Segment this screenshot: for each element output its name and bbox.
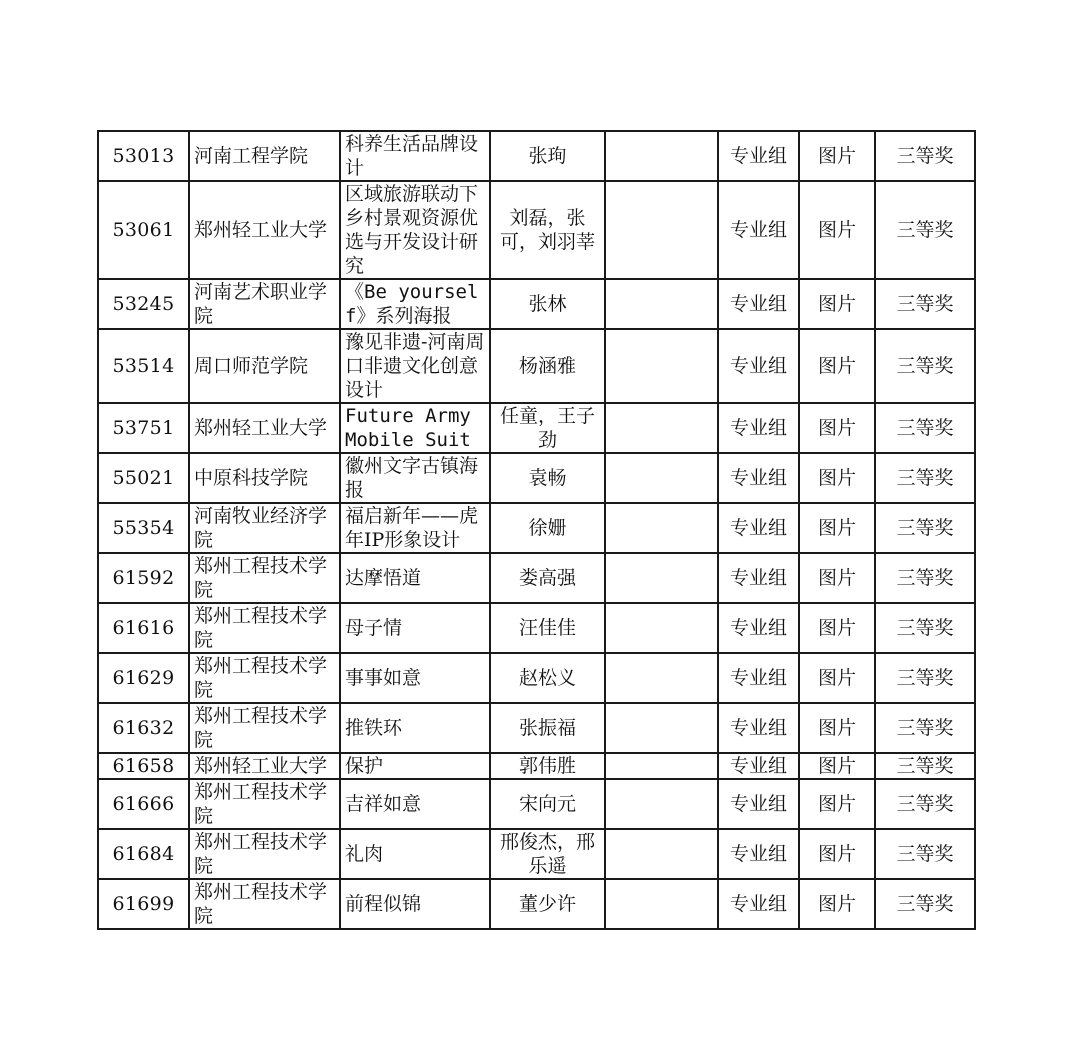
group-cell: 专业组 xyxy=(718,279,799,329)
work-title-cell: 《Be yourself》系列海报 xyxy=(340,279,490,329)
entry-id-cell: 61629 xyxy=(98,653,189,703)
author-cell: 赵松义 xyxy=(490,653,605,703)
group-cell: 专业组 xyxy=(718,703,799,753)
author-cell: 郭伟胜 xyxy=(490,753,605,779)
school-cell: 河南牧业经济学院 xyxy=(189,503,340,553)
work-title-cell: Future Army Mobile Suit xyxy=(340,403,490,453)
table-row xyxy=(98,603,975,653)
table-row xyxy=(98,131,975,181)
award-cell: 三等奖 xyxy=(875,329,975,403)
group-cell: 专业组 xyxy=(718,603,799,653)
school-cell: 周口师范学院 xyxy=(189,329,340,403)
school-cell: 郑州工程技术学院 xyxy=(189,603,340,653)
work-type-cell: 图片 xyxy=(799,403,875,453)
award-cell: 三等奖 xyxy=(875,753,975,779)
empty-cell xyxy=(605,131,718,181)
group-cell: 专业组 xyxy=(718,879,799,929)
work-title-cell: 科养生活品牌设计 xyxy=(340,131,490,181)
group-cell: 专业组 xyxy=(718,753,799,779)
group-cell: 专业组 xyxy=(718,181,799,279)
school-cell: 郑州工程技术学院 xyxy=(189,703,340,753)
school-cell: 郑州工程技术学院 xyxy=(189,829,340,879)
group-cell: 专业组 xyxy=(718,329,799,403)
table-row xyxy=(98,553,975,603)
group-cell: 专业组 xyxy=(718,553,799,603)
work-title-cell: 达摩悟道 xyxy=(340,553,490,603)
award-cell: 三等奖 xyxy=(875,779,975,829)
entry-id-cell: 61632 xyxy=(98,703,189,753)
work-title-cell: 徽州文字古镇海报 xyxy=(340,453,490,503)
empty-cell xyxy=(605,403,718,453)
school-cell: 郑州工程技术学院 xyxy=(189,553,340,603)
group-cell: 专业组 xyxy=(718,653,799,703)
award-cell: 三等奖 xyxy=(875,829,975,879)
school-cell: 郑州轻工业大学 xyxy=(189,403,340,453)
table-row xyxy=(98,703,975,753)
author-cell: 汪佳佳 xyxy=(490,603,605,653)
award-cell: 三等奖 xyxy=(875,703,975,753)
empty-cell xyxy=(605,453,718,503)
table-row xyxy=(98,453,975,503)
work-type-cell: 图片 xyxy=(799,779,875,829)
school-cell: 河南工程学院 xyxy=(189,131,340,181)
empty-cell xyxy=(605,653,718,703)
table-row xyxy=(98,279,975,329)
entry-id-cell: 61658 xyxy=(98,753,189,779)
group-cell: 专业组 xyxy=(718,131,799,181)
table-row xyxy=(98,879,975,929)
author-cell: 杨涵雅 xyxy=(490,329,605,403)
award-cell: 三等奖 xyxy=(875,131,975,181)
work-title-cell: 福启新年——虎年IP形象设计 xyxy=(340,503,490,553)
entry-id-cell: 61699 xyxy=(98,879,189,929)
table-body xyxy=(98,131,975,929)
school-cell: 郑州工程技术学院 xyxy=(189,879,340,929)
empty-cell xyxy=(605,779,718,829)
award-cell: 三等奖 xyxy=(875,503,975,553)
school-cell: 郑州工程技术学院 xyxy=(189,779,340,829)
table-row xyxy=(98,753,975,779)
work-title-cell: 保护 xyxy=(340,753,490,779)
author-cell: 宋向元 xyxy=(490,779,605,829)
empty-cell xyxy=(605,503,718,553)
work-type-cell: 图片 xyxy=(799,279,875,329)
work-title-cell: 豫见非遗-河南周口非遗文化创意设计 xyxy=(340,329,490,403)
author-cell: 张振福 xyxy=(490,703,605,753)
author-cell: 袁畅 xyxy=(490,453,605,503)
entry-id-cell: 61592 xyxy=(98,553,189,603)
work-type-cell: 图片 xyxy=(799,753,875,779)
group-cell: 专业组 xyxy=(718,779,799,829)
school-cell: 河南艺术职业学院 xyxy=(189,279,340,329)
award-results-table xyxy=(97,130,976,930)
entry-id-cell: 53751 xyxy=(98,403,189,453)
work-type-cell: 图片 xyxy=(799,603,875,653)
award-cell: 三等奖 xyxy=(875,403,975,453)
author-cell: 刘磊，张可，刘羽莘 xyxy=(490,181,605,279)
empty-cell xyxy=(605,553,718,603)
work-type-cell: 图片 xyxy=(799,503,875,553)
empty-cell xyxy=(605,829,718,879)
table-row xyxy=(98,653,975,703)
work-type-cell: 图片 xyxy=(799,879,875,929)
table-row xyxy=(98,779,975,829)
author-cell: 张林 xyxy=(490,279,605,329)
empty-cell xyxy=(605,329,718,403)
table-row xyxy=(98,829,975,879)
work-title-cell: 前程似锦 xyxy=(340,879,490,929)
work-title-cell: 礼肉 xyxy=(340,829,490,879)
award-cell: 三等奖 xyxy=(875,879,975,929)
empty-cell xyxy=(605,753,718,779)
group-cell: 专业组 xyxy=(718,453,799,503)
group-cell: 专业组 xyxy=(718,403,799,453)
work-type-cell: 图片 xyxy=(799,829,875,879)
empty-cell xyxy=(605,879,718,929)
award-cell: 三等奖 xyxy=(875,553,975,603)
work-title-cell: 母子情 xyxy=(340,603,490,653)
work-type-cell: 图片 xyxy=(799,653,875,703)
award-cell: 三等奖 xyxy=(875,181,975,279)
empty-cell xyxy=(605,279,718,329)
school-cell: 郑州工程技术学院 xyxy=(189,653,340,703)
entry-id-cell: 61666 xyxy=(98,779,189,829)
table-row xyxy=(98,403,975,453)
empty-cell xyxy=(605,181,718,279)
author-cell: 徐姗 xyxy=(490,503,605,553)
empty-cell xyxy=(605,603,718,653)
author-cell: 娄高强 xyxy=(490,553,605,603)
work-title-cell: 推铁环 xyxy=(340,703,490,753)
award-cell: 三等奖 xyxy=(875,453,975,503)
entry-id-cell: 61684 xyxy=(98,829,189,879)
empty-cell xyxy=(605,703,718,753)
work-type-cell: 图片 xyxy=(799,703,875,753)
table-row xyxy=(98,503,975,553)
school-cell: 郑州轻工业大学 xyxy=(189,181,340,279)
author-cell: 邢俊杰，邢乐遥 xyxy=(490,829,605,879)
work-type-cell: 图片 xyxy=(799,553,875,603)
entry-id-cell: 61616 xyxy=(98,603,189,653)
table-row xyxy=(98,329,975,403)
work-title-cell: 区域旅游联动下乡村景观资源优选与开发设计研究 xyxy=(340,181,490,279)
work-title-cell: 事事如意 xyxy=(340,653,490,703)
work-title-cell: 吉祥如意 xyxy=(340,779,490,829)
award-cell: 三等奖 xyxy=(875,653,975,703)
entry-id-cell: 53061 xyxy=(98,181,189,279)
author-cell: 任童，王子劲 xyxy=(490,403,605,453)
work-type-cell: 图片 xyxy=(799,131,875,181)
entry-id-cell: 53013 xyxy=(98,131,189,181)
award-cell: 三等奖 xyxy=(875,279,975,329)
entry-id-cell: 55021 xyxy=(98,453,189,503)
group-cell: 专业组 xyxy=(718,829,799,879)
work-type-cell: 图片 xyxy=(799,453,875,503)
group-cell: 专业组 xyxy=(718,503,799,553)
award-cell: 三等奖 xyxy=(875,603,975,653)
entry-id-cell: 55354 xyxy=(98,503,189,553)
work-type-cell: 图片 xyxy=(799,329,875,403)
entry-id-cell: 53514 xyxy=(98,329,189,403)
entry-id-cell: 53245 xyxy=(98,279,189,329)
school-cell: 郑州轻工业大学 xyxy=(189,753,340,779)
school-cell: 中原科技学院 xyxy=(189,453,340,503)
work-type-cell: 图片 xyxy=(799,181,875,279)
table-row xyxy=(98,181,975,279)
author-cell: 张珣 xyxy=(490,131,605,181)
author-cell: 董少许 xyxy=(490,879,605,929)
